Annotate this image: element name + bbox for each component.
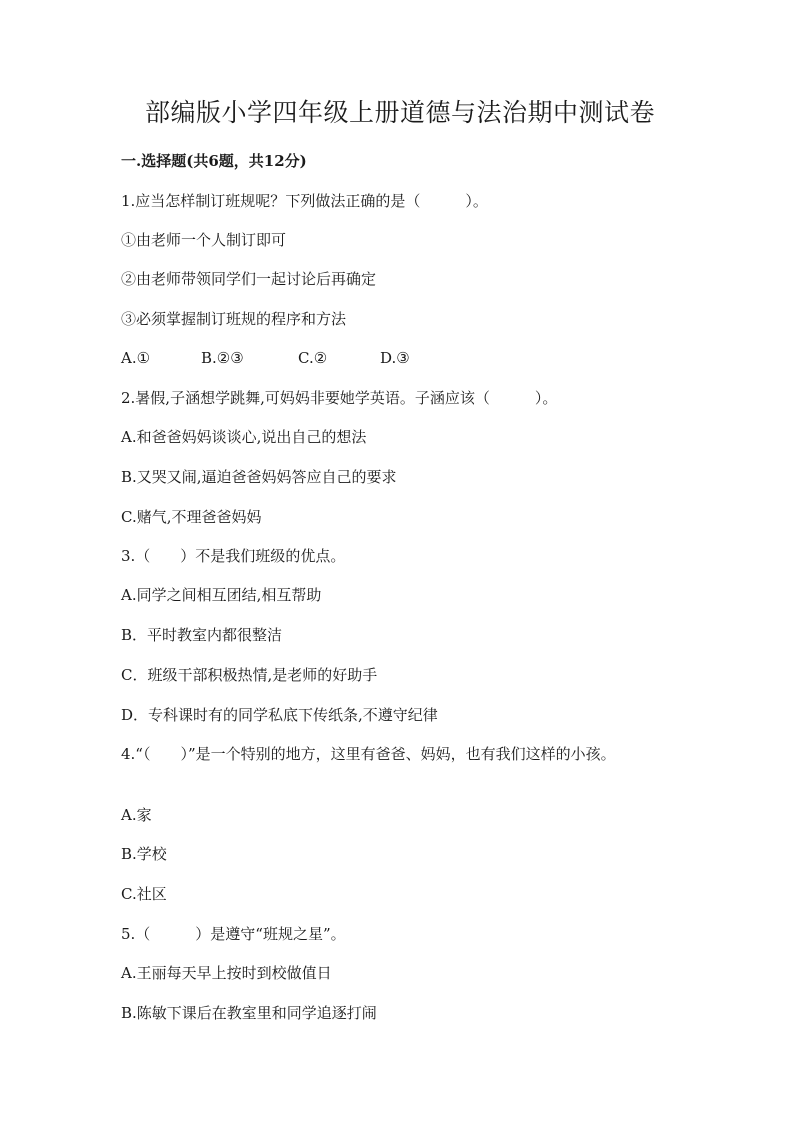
question-4-option-c: C.社区 — [121, 885, 167, 903]
question-1-option-c: C.② — [298, 349, 328, 367]
question-2-option-c: C.赌气,不理爸爸妈妈 — [121, 508, 262, 526]
question-5-stem: 5.（ ）是遵守“班规之星”。 — [121, 925, 346, 943]
question-2-stem: 2.暑假,子涵想学跳舞,可妈妈非要她学英语。子涵应该（ ）。 — [121, 389, 558, 407]
question-5-option-b: B.陈敏下课后在教室里和同学追逐打闹 — [121, 1004, 377, 1022]
question-4-option-b: B.学校 — [121, 845, 167, 863]
question-1-option-b: B.②③ — [201, 349, 244, 367]
question-3-stem: 3.（ ）不是我们班级的优点。 — [121, 547, 346, 565]
question-3-option-d: D．专科课时有的同学私底下传纸条,不遵守纪律 — [121, 706, 438, 724]
question-4-stem: 4.“（ ）”是一个特别的地方，这里有爸爸、妈妈，也有我们这样的小孩。 — [121, 745, 616, 763]
question-1-statement-2: ②由老师带领同学们一起讨论后再确定 — [121, 270, 377, 288]
question-3-option-b: B．平时教室内都很整洁 — [121, 626, 283, 644]
question-1-option-a: A.① — [121, 349, 151, 367]
question-3-option-a: A.同学之间相互团结,相互帮助 — [121, 586, 322, 604]
question-1-option-d: D.③ — [380, 349, 410, 367]
question-4-option-a: A.家 — [121, 806, 152, 824]
question-1-statement-3: ③必须掌握制订班规的程序和方法 — [121, 310, 347, 328]
question-3-option-c: C．班级干部积极热情,是老师的好助手 — [121, 666, 378, 684]
question-1-stem: 1.应当怎样制订班规呢？下列做法正确的是（ ）。 — [121, 192, 488, 210]
question-5-option-a: A.王丽每天早上按时到校做值日 — [121, 964, 332, 982]
question-2-option-a: A.和爸爸妈妈谈谈心,说出自己的想法 — [121, 428, 367, 446]
question-2-option-b: B.又哭又闹,逼迫爸爸妈妈答应自己的要求 — [121, 468, 397, 486]
question-1-options — [121, 347, 410, 369]
section-heading: 一.选择题(共6题，共12分) — [121, 152, 307, 170]
question-1-statement-1: ①由老师一个人制订即可 — [121, 231, 287, 249]
page-title: 部编版小学四年级上册道德与法治期中测试卷 — [144, 98, 655, 127]
